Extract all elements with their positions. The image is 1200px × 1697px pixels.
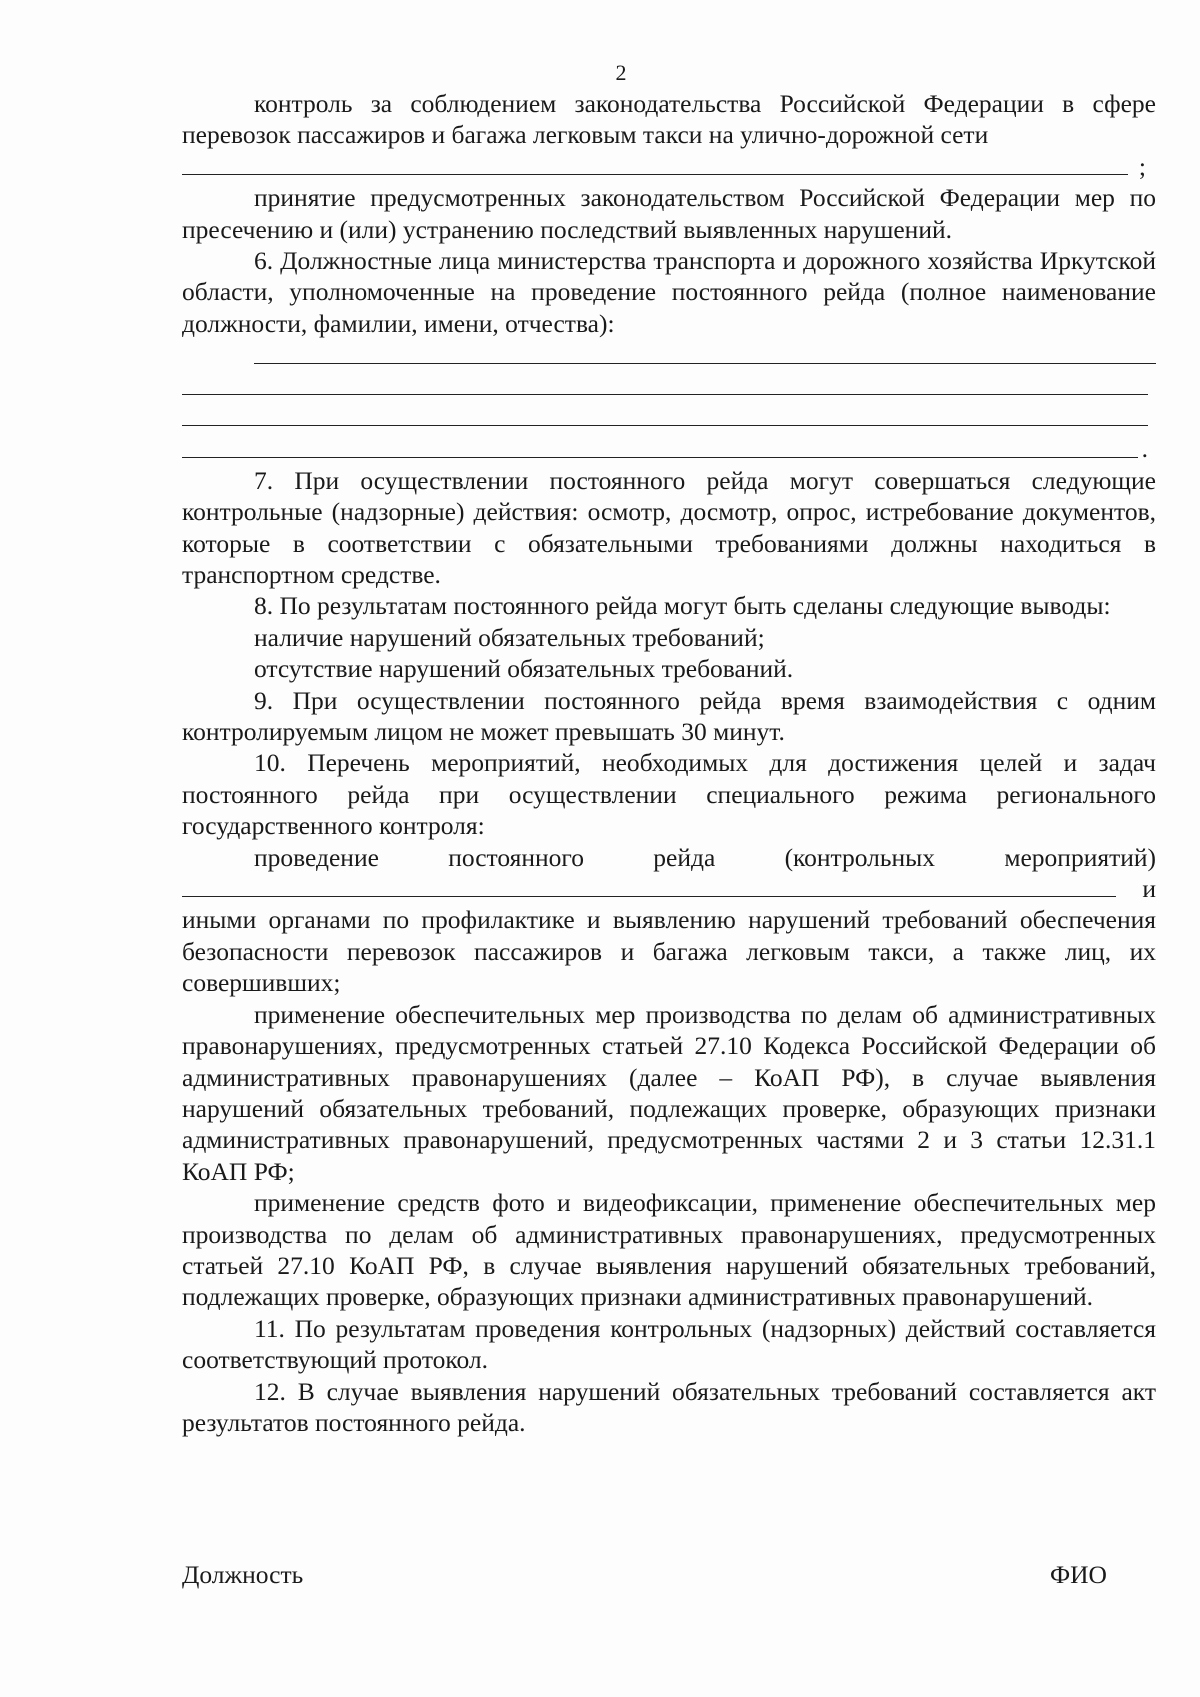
line-end-punctuation: .	[1141, 434, 1148, 464]
blank-line-fill	[182, 151, 1156, 182]
paragraph-10-item-enforcement: применение обеспечительных мер производства по делам об административных правонарушениях, предусмотренных статьей 27.10 Кодекса Российской Федерации об административных правонарушениях (далее – КоАП РФ), в случае выявления нарушений обязательных требований, подлежащих проверке, образующих признаки административных правонарушений, предусмотренных частями 2 и 3 статьи 12.31.1 КоАП РФ;	[182, 999, 1156, 1186]
paragraph-6-officials: 6. Должностные лица министерства транспорта и дорожного хозяйства Иркутской области, уполномоченные на проведение постоянного рейда (полное наименование должности, фамилии, имени, отчества):	[182, 246, 1156, 338]
paragraph-9-time-limit: 9. При осуществлении постоянного рейда время взаимодействия с одним контролируемым лицом не может превышать 30 минут.	[182, 685, 1156, 747]
fill-in-line	[182, 896, 1116, 897]
paragraph-8-item-no-violations: отсутствие нарушений обязательных требований.	[254, 654, 794, 684]
paragraph-measures: принятие предусмотренных законодательством Российской Федерации мер по пресечению и (или) устранению последствий выявленных нарушений.	[182, 183, 1156, 244]
paragraph-control-scope: контроль за соблюдением законодательства Российской Федерации в сфере перевозок пассажиров и багажа легковым такси на улично-дорожной сети	[182, 89, 1156, 150]
paragraph-10-item-raid-continued: иными органами по профилактике и выявлению нарушений требований обеспечения безопасности перевозок пассажиров и багажа легковым такси, а также лиц, их совершивших;	[182, 905, 1156, 998]
signature-name-label: ФИО	[1050, 1560, 1107, 1589]
blank-line-fill	[182, 371, 1156, 402]
line-end-punctuation: ;	[1138, 151, 1146, 181]
paragraph-10-item-raid: проведение постоянного рейда (контрольных мероприятий)	[254, 842, 1156, 872]
paragraph-11-protocol: 11. По результатам проведения контрольных (надзорных) действий составляется соответствующий протокол.	[182, 1313, 1156, 1375]
paragraph-7-actions: 7. При осуществлении постоянного рейда могут совершаться следующие контрольные (надзорные) действия: осмотр, досмотр, опрос, истребование документов, которые в соответствии с обязательными требованиями должны находиться в транспортном средстве.	[182, 465, 1156, 590]
signature-position-label: Должность	[182, 1560, 304, 1589]
fill-in-line	[182, 174, 1128, 175]
page-number: 2	[615, 60, 627, 85]
paragraph-8-conclusions: 8. По результатам постоянного рейда могут быть сделаны следующие выводы:	[254, 591, 1111, 621]
paragraph-12-act: 12. В случае выявления нарушений обязательных требований составляется акт результатов постоянного рейда.	[182, 1376, 1156, 1437]
fill-in-line	[254, 363, 1156, 364]
paragraph-10-measures-list: 10. Перечень мероприятий, необходимых для достижения целей и задач постоянного рейда при осуществлении специального режима регионального государственного контроля:	[182, 748, 1156, 841]
paragraph-10-item-photo-video: применение средств фото и видеофиксации, применение обеспечительных мер производства по делам об административных правонарушениях, предусмотренных статьей 27.10 КоАП РФ, в случае выявления нарушений обязательных требований, подлежащих проверке, образующих признаки административных правонарушений.	[182, 1188, 1156, 1312]
document-body	[182, 88, 1156, 1438]
fill-in-line	[182, 457, 1138, 458]
blank-line-fill	[182, 402, 1156, 433]
line-end-word: и	[1142, 874, 1156, 904]
fill-in-line	[182, 394, 1148, 395]
blank-line-fill	[182, 433, 1156, 464]
fill-in-line	[182, 425, 1148, 426]
paragraph-8-item-violations: наличие нарушений обязательных требований;	[254, 622, 765, 652]
blank-line-fill	[182, 339, 1156, 370]
blank-line-fill	[182, 873, 1156, 904]
